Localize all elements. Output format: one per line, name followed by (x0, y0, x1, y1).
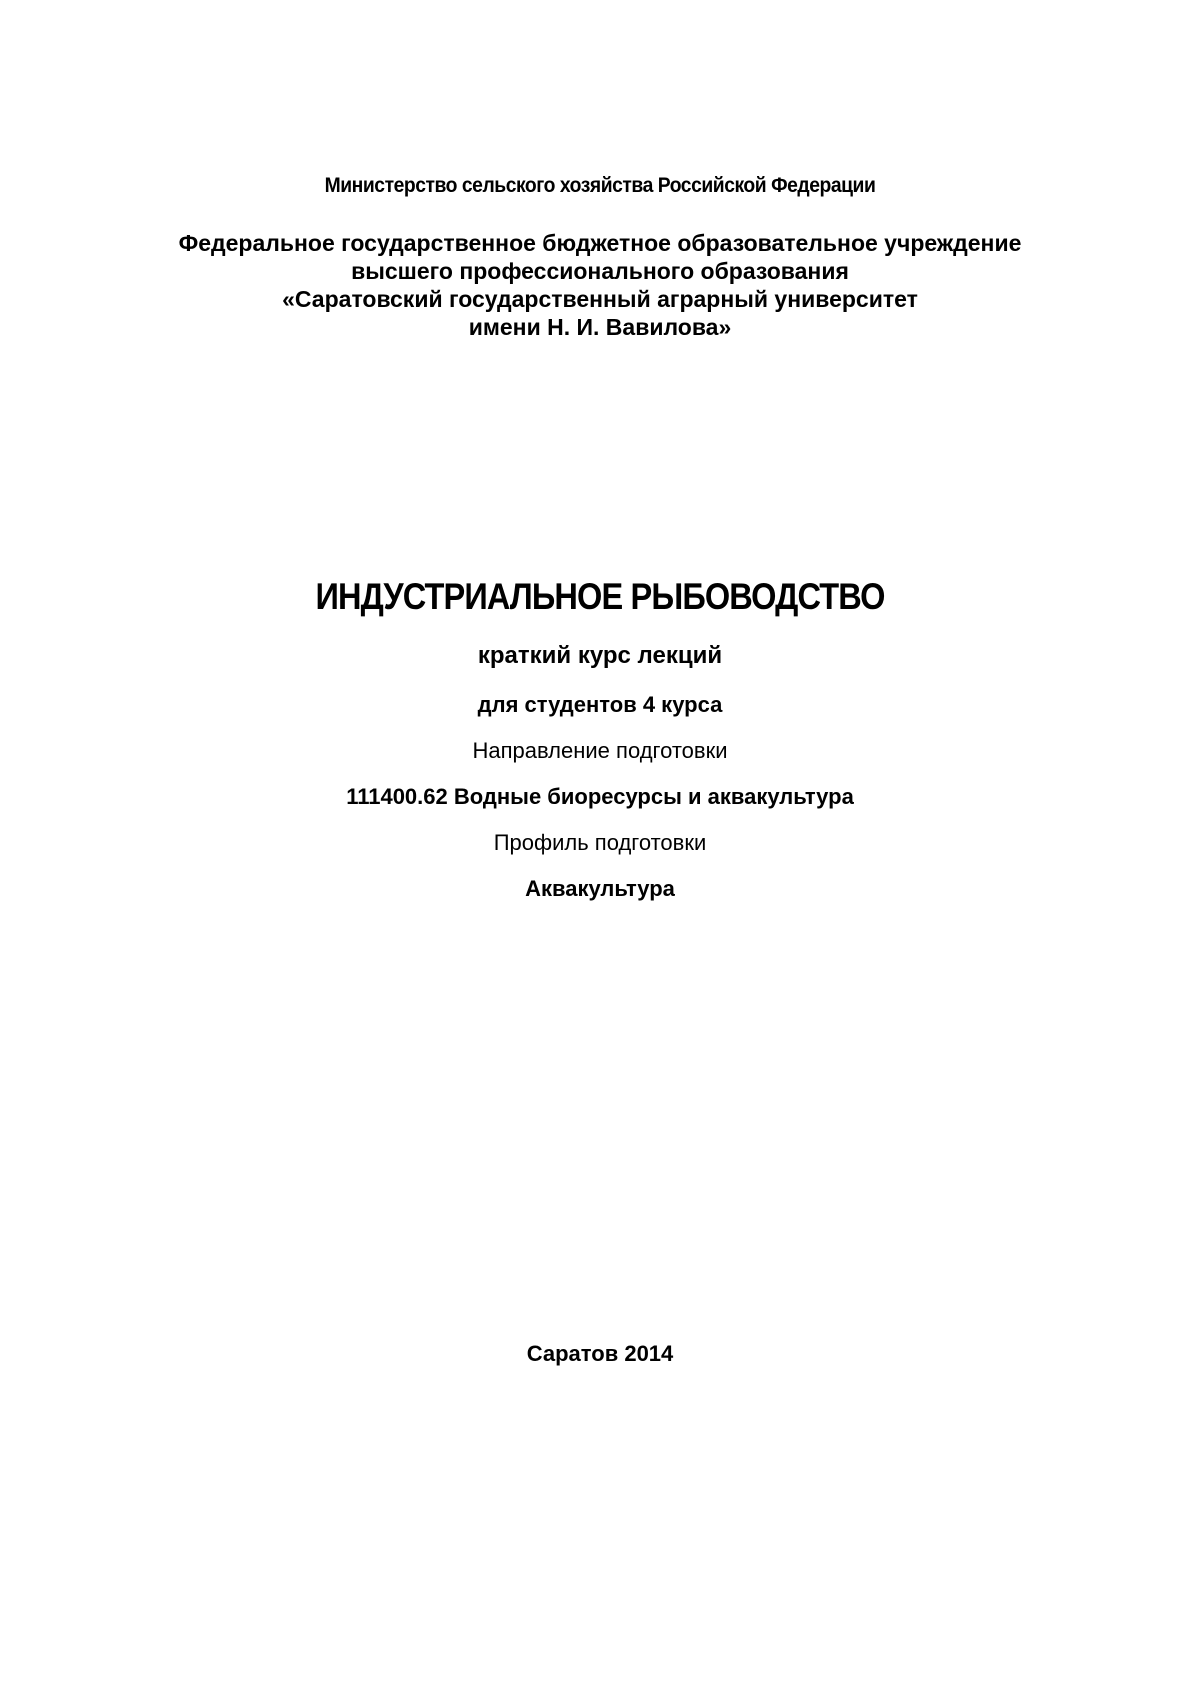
document-subtitle: краткий курс лекций (477, 642, 723, 669)
institution-line-3: «Саратовский государственный аграрный университет (282, 286, 918, 312)
profile-label: Профиль подготовки (493, 830, 707, 855)
institution-line-1: Федеральное государственное бюджетное образовательное учреждение (178, 230, 1022, 256)
target-audience: для студентов 4 курса (477, 692, 723, 717)
institution-line-2: высшего профессионального образования (351, 258, 849, 284)
city-year: Саратов 2014 (526, 1341, 674, 1366)
direction-value: 111400.62 Водные биоресурсы и аквакультура (346, 784, 854, 809)
institution-line-4: имени Н. И. Вавилова» (468, 314, 732, 340)
direction-label: Направление подготовки (472, 738, 728, 763)
document-title: ИНДУСТРИАЛЬНОЕ РЫБОВОДСТВО (315, 576, 885, 617)
ministry-name: Министерство сельского хозяйства Российской Федерации (324, 174, 876, 197)
profile-value: Аквакультура (525, 876, 675, 901)
